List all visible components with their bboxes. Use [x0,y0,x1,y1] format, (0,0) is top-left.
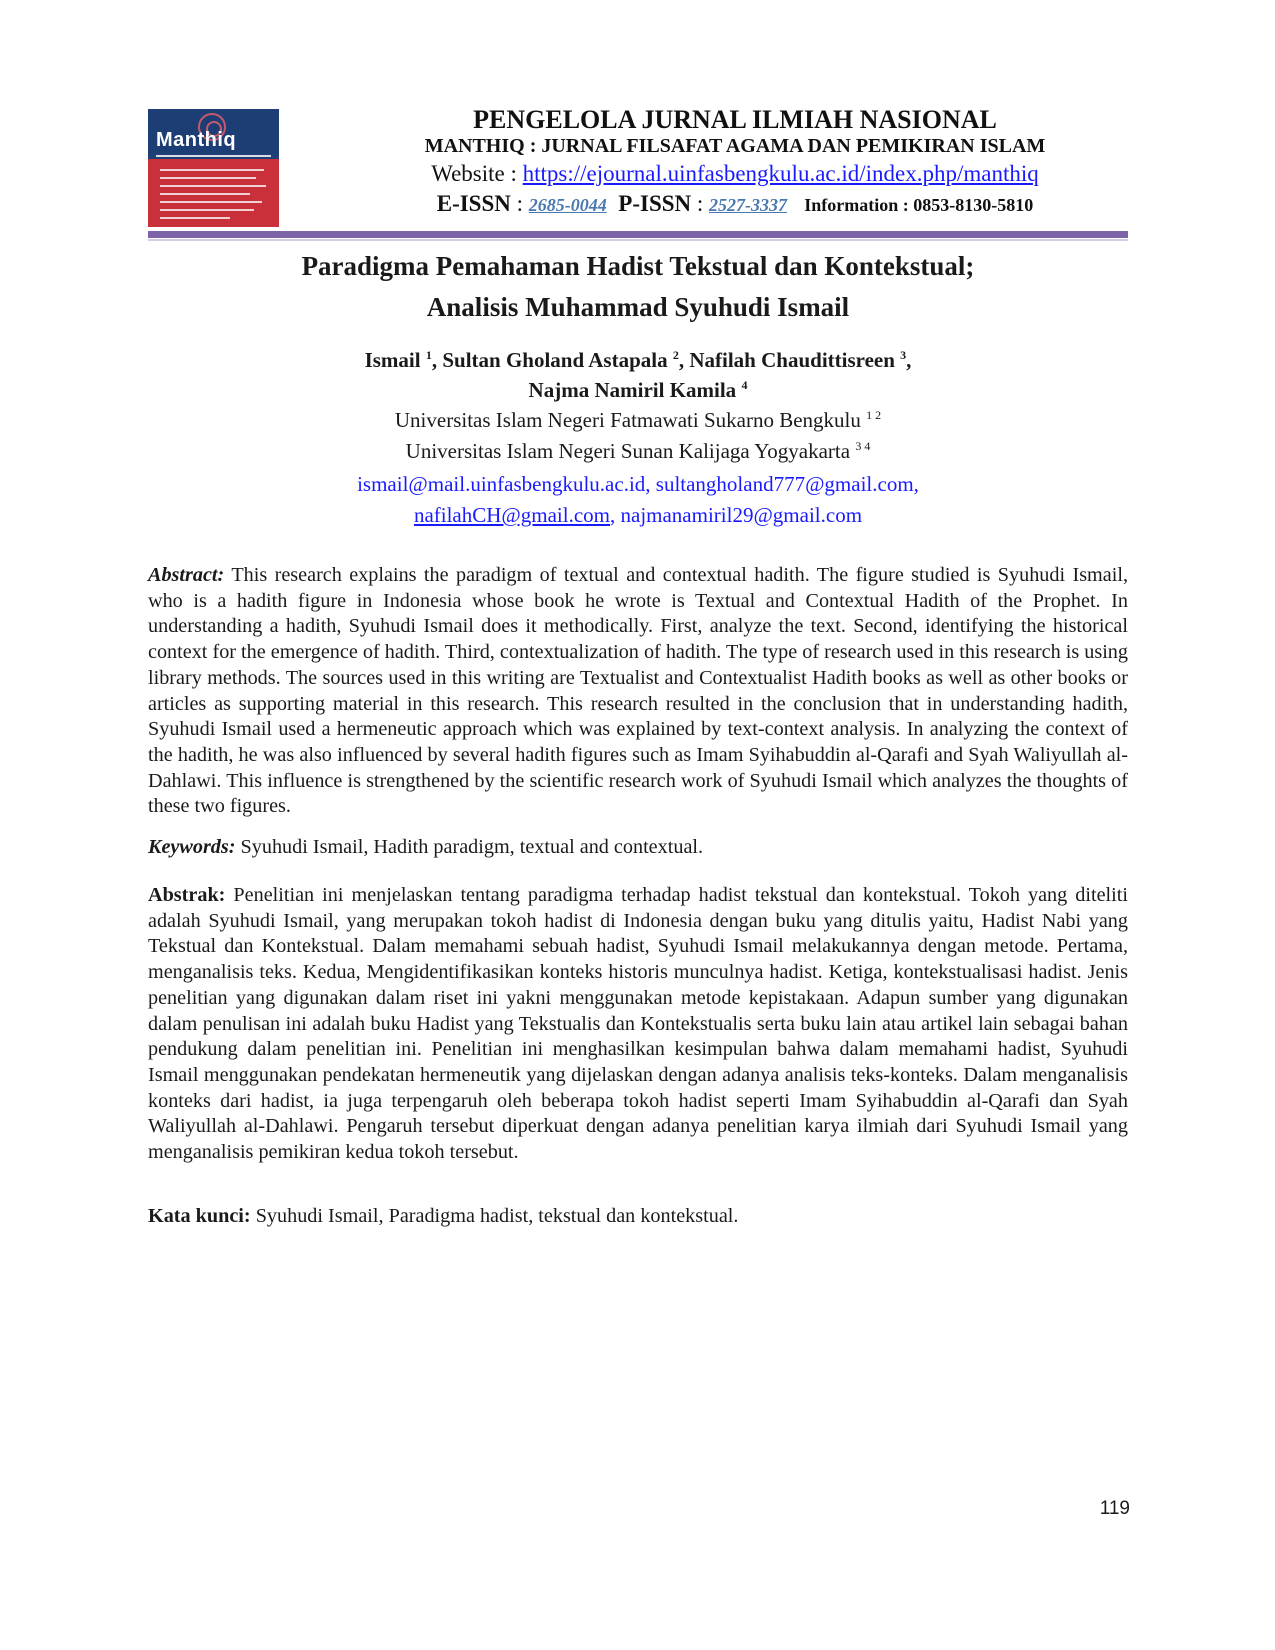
author-name: Nafilah Chaudittisreen [689,348,895,372]
pissn-link[interactable]: 2527-3337 [709,195,788,215]
pissn-label: P-ISSN [618,191,692,216]
header-divider [148,231,1128,238]
kata-kunci-label: Kata kunci: [148,1205,251,1227]
abstrak-text: Penelitian ini menjelaskan tentang paradigma terhadap hadist tekstual dan kontekstual. Tokoh yang diteliti adalah Syuhudi Ismail, yang merupakan tokoh hadist di Indonesia dengan buku yang ditulis yaitu, Hadist Nabi yang Tekstual dan Kontekstual. Dalam memahami sebuah hadist, Syuhudi Ismail melakukannya dengan metode. Pertama, menganalisis teks. Kedua, Mengidentifikasikan konteks historis munculnya hadist. Ketiga, kontekstualisasi hadist. Jenis penelitian yang digunakan dalam riset ini yakni menggunakan metode kepistakaan. Adapun sumber yang digunakan dalam penulisan ini adalah buku Hadist yang Tekstualis dan Kontekstualis serta buku lain atau artikel lain sebagai bahan pendukung dalam penelitian ini. Penelitian ini menghasilkan kesimpulan bahwa dalam memahami hadist, Syuhudi Ismail menggunakan pendekatan hermeneutik yang dijelaskan dengan adanya analisis teks-konteks. Dalam menganalisis konteks dari hadist, ia juga terpengaruh oleh beberapa tokoh hadist seperti Imam Syihabuddin al-Qarafi dan Syah Waliyullah al-Dahlawi. Pengaruh tersebut diperkuat dengan adanya penelitian karya ilmiah dari Syuhudi Ismail yang menganalisis pemikiran kedua tokoh tersebut. [148,884,1128,1164]
kata-kunci-text: Syuhudi Ismail, Paradigma hadist, tekstual dan kontekstual. [255,1205,739,1227]
contact-info: Information : 0853-8130-5810 [804,195,1034,215]
authors-line2: Najma Namiril Kamila $^4$ [528,378,748,402]
issn-line: E-ISSN : 2685-0044 P-ISSN : 2527-3337 Information : 0853-8130-5810 [436,191,1034,216]
abstract-english [148,563,1128,820]
emails-line1[interactable]: ismail@mail.uinfasbengkulu.ac.id, sultangholand777@gmail.com, [357,472,919,496]
publisher-heading: PENGELOLA JURNAL ILMIAH NASIONAL [473,105,997,134]
eissn-label: E-ISSN [436,191,511,216]
article-title-line2: Analisis Muhammad Syuhudi Ismail [426,292,850,322]
author-name: Sultan Gholand Astapala [442,348,668,372]
website-label: Website : [431,161,517,186]
website-line [300,160,1170,188]
authors-line1: Ismail $^1$, Sultan Gholand Astapala $^2$, Nafilah Chaudittisreen $^3$, [364,348,912,372]
author-name: Ismail [364,348,421,372]
article-title-line1: Paradigma Pemahaman Hadist Tekstual dan Kontekstual; [301,251,975,281]
cover-logo-text: Manthiq [156,129,237,151]
website-link[interactable]: https://ejournal.uinfasbengkulu.ac.id/index.php/manthiq [522,161,1039,186]
author-name: Najma Namiril Kamila [528,378,737,402]
email-link[interactable]: nafilahCH@gmail.com [413,503,610,527]
journal-cover-image [148,109,279,227]
keywords-text: Syuhudi Ismail, Hadith paradigm, textual and contextual. [240,836,704,858]
keywords-indonesian [148,1203,1128,1229]
abstract-label: Abstract: [148,564,225,586]
emails-line2 [148,501,1128,529]
affiliation-2: Universitas Islam Negeri Sunan Kalijaga Yogyakarta $^{3 4}$ [405,439,871,463]
abstrak-label: Abstrak: [148,884,226,906]
abstract-text: This research explains the paradigm of textual and contextual hadith. The figure studied is Syuhudi Ismail, who is a hadith figure in Indonesia whose book he wrote is Textual and Contextual Hadith of the Prophet. In understanding a hadith, Syuhudi Ismail does it methodically. First, analyze the text. Second, identifying the historical context for the emergence of hadith. Third, contextualization of hadith. The type of research used in this research is using library methods. The sources used in this writing are Textualist and Contextualist Hadith books as well as other books or articles as supporting material in this research. This research resulted in the conclusion that in understanding hadith, Syuhudi Ismail used a hermeneutic approach which was explained by text-context analysis. In analyzing the context of the hadith, he was also influenced by several hadith figures such as Imam Syihabuddin al-Qarafi and Syah Waliyullah al-Dahlawi. This influence is strengthened by the scientific research work of Syuhudi Ismail which analyzes the thoughts of these two figures. [148,564,1128,818]
journal-name: MANTHIQ : JURNAL FILSAFAT AGAMA DAN PEMIKIRAN ISLAM [424,135,1046,157]
keywords-label: Keywords: [148,836,236,858]
page-number: 119 [1099,1498,1130,1519]
keywords-english [148,834,1128,860]
affiliation-1: Universitas Islam Negeri Fatmawati Sukarno Bengkulu $^{1 2}$ [394,408,882,432]
header-divider-shadow [148,239,1128,241]
email-text[interactable]: , najmanamiril29@gmail.com [610,503,863,527]
eissn-link[interactable]: 2685-0044 [528,195,607,215]
abstract-indonesian [148,883,1128,1166]
